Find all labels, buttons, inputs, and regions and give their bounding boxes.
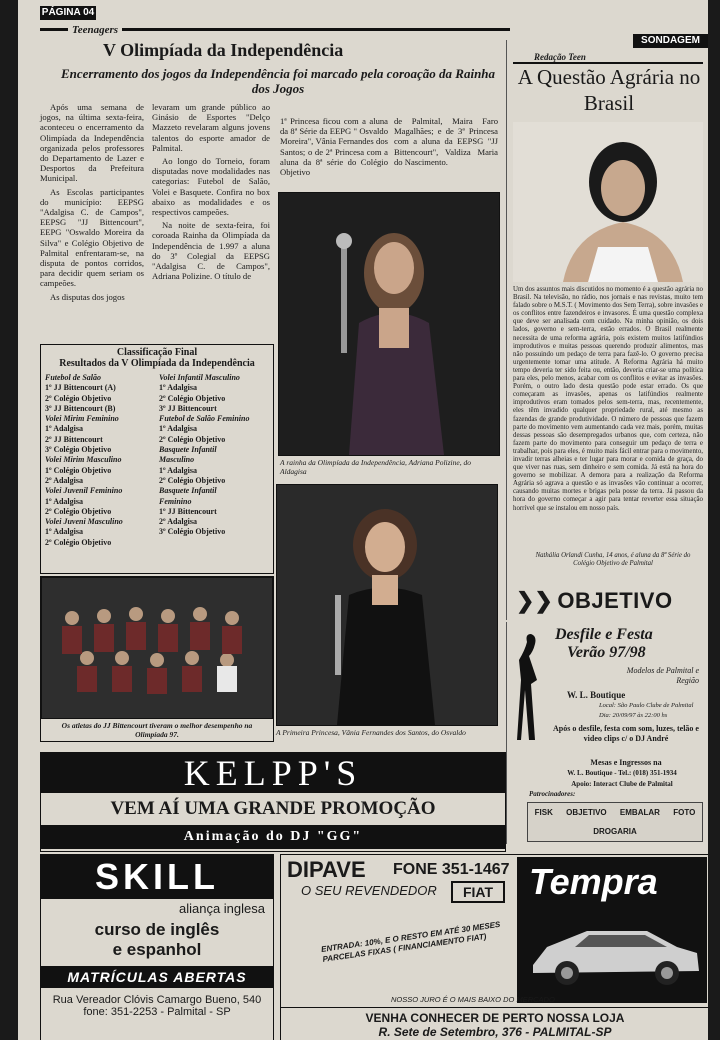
right-entry: Basquete Infantil [159, 486, 217, 496]
article-col-2 [152, 102, 270, 284]
left-entry: 2º Colégio Objetivo [45, 537, 112, 547]
left-entry: 1º Adalgisa [45, 527, 83, 537]
left-entry: 2º Colégio Objetivo [45, 393, 112, 403]
left-entry: 1º JJ Bittencourt (A) [45, 383, 116, 393]
dipave-reseller: O SEU REVENDEDOR [301, 883, 437, 898]
team-photo [41, 577, 273, 719]
col1-p1: Após uma semana de jogos, na última sexta-feira, aconteceu o encerramento da Olimpíada da Independência organizada pelos professores do Departamento de Lazer e Desportos da Prefeitura Municipal. [40, 102, 144, 184]
right-entry: 2º Adalgisa [159, 517, 197, 527]
queen-figure [279, 193, 499, 455]
col4-p1: de Palmital, Maira Faro Magalhães; e de 3ª Princesa com a aluna da EEPSG "JJ Bittencourt", Valdiza Maria do Nascimento. [394, 116, 498, 167]
photo-queen [278, 192, 500, 456]
right-entry: 2º Colégio Objetivo [159, 434, 226, 444]
sponsor-logo: DROGARIA [593, 827, 637, 836]
ad-skill [40, 854, 274, 1040]
right-entry: 1º Adalgisa [159, 383, 197, 393]
left-entry: 2º JJ Bittencourt [45, 434, 103, 444]
article-title: V Olimpíada da Independência [103, 40, 344, 60]
dipave-car-panel [517, 857, 707, 1003]
results-title-1: Classificação Final [116, 347, 198, 358]
desfile-models: Modelos de Palmital e Região [626, 666, 699, 685]
sponsor-logo: FISK [534, 808, 553, 817]
left-entry: 3º JJ Bittencourt (B) [45, 403, 116, 413]
team-figures [42, 578, 272, 718]
article-subtitle: Encerramento dos jogos da Independência foi marcado pela coroação da Rainha dos Jogos [60, 66, 496, 96]
objetivo-logo-text: OBJETIVO [557, 588, 673, 613]
kelpps-name: KELPP'S [41, 753, 505, 793]
sidebar-rule-left [506, 40, 507, 620]
dipave-name: DIPAVE [287, 857, 366, 882]
ad-desfile [506, 622, 703, 844]
model-silhouette-icon [513, 630, 549, 750]
left-entry: Volei Juvenil Feminino [45, 486, 123, 496]
sidebar-kicker: Redação Teen [534, 52, 586, 62]
desfile-tickets-2: W. L. Boutique - Tel.: (018) 351-1934 [567, 769, 677, 777]
desfile-local: Local: São Paulo Clube de Palmital [599, 702, 694, 709]
left-entry: Volei Juveni Masculino [45, 517, 123, 527]
left-entry: Futebol de Salão [45, 373, 102, 382]
dipave-offer: ENTRADA: 10%, E O RESTO EM ATÉ 30 MESES PARCELAS FIXAS ( FINANCIAMENTO FIAT) [320, 919, 501, 964]
desfile-boutique: W. L. Boutique [567, 690, 626, 700]
results-right-list [159, 373, 271, 538]
dipave-visit: VENHA CONHECER DE PERTO NOSSA LOJA [365, 1011, 625, 1025]
sponsor-logo: FOTO [673, 808, 696, 817]
col1-p3: As disputas dos jogos [50, 291, 125, 302]
dipave-brand: FIAT [451, 881, 505, 903]
sidebar-signature: Nathália Orlandi Cunha, 14 anos, é aluna da 8ª Série do Colégio Objetivo de Palmital [535, 552, 691, 567]
newspaper-page [18, 0, 708, 1040]
car-icon [527, 913, 703, 993]
kelpps-promo: VEM AÍ UMA GRANDE PROMOÇÃO [110, 798, 436, 819]
article-col-4 [394, 116, 498, 170]
skill-enroll: MATRÍCULAS ABERTAS [41, 966, 273, 988]
sidebar-author-photo [513, 122, 703, 282]
col2-p3: Na noite de sexta-feira, foi coroada Rainha da Olimpíada da Independência de 1.997 a aluna do 3º Colegial da EEPSG "Adalgisa C. de Campos", Adriana Polizine. O título de [152, 220, 270, 282]
right-entry: 2º Colégio Objetivo [159, 393, 226, 403]
sponsor-logo: OBJETIVO [566, 808, 607, 817]
desfile-title-2: Verão 97/98 [567, 644, 646, 661]
right-entry: 3º JJ Bittencourt [159, 403, 217, 413]
col1-p2: As Escolas participantes do município: EEPSG "Adalgisa C. de Campos", EEPSG "JJ Bittencourt", EEPG "Oswaldo Moreira da Silva" e Colégio Objetivo de Palmital enfrentaram-se, na disputa de pontos corridos, para decidir quem seriam os campeões. [40, 186, 144, 289]
team-photo-frame [40, 576, 274, 742]
dipave-address: R. Sete de Setembro, 376 - PALMITAL-SP [378, 1025, 612, 1039]
desfile-tickets: Mesas e Ingressos na [590, 758, 662, 767]
right-entry: 1º JJ Bittencourt [159, 506, 217, 516]
objetivo-logo [516, 588, 704, 618]
right-entry: Basquete Infantil [159, 445, 217, 455]
dipave-rule [281, 1007, 708, 1008]
desfile-title-1: Desfile e Festa [555, 626, 653, 643]
left-entry: 2º Adalgisa [45, 475, 83, 485]
skill-course-2: e espanhol [112, 940, 202, 959]
article-col-1 [40, 102, 144, 305]
left-entry: 1º Adalgisa [45, 496, 83, 506]
dipave-model: Tempra [529, 861, 658, 902]
desfile-sponsors [527, 802, 703, 842]
col2-p1: levaram um grande público ao Ginásio de Esportes "Delço Mazzeto revelaram alguns jovens talentos do esporte amador de Palmital. [152, 102, 270, 153]
left-entry: 2º Colégio Objetivo [45, 506, 112, 516]
left-entry: Volei Mirim Masculino [45, 455, 122, 465]
photo-princess-caption: A Primeira Princesa, Vânia Fernandes dos Santos, do Osvaldo [276, 728, 466, 737]
desfile-sponsors-label: Patrocinadores: [529, 790, 576, 798]
left-entry: 1º Adalgisa [45, 424, 83, 434]
kelpps-dj: Animação do DJ "GG" [41, 825, 505, 849]
right-entry: Futebol de Salão Feminino [159, 414, 250, 424]
ad-dipave [280, 854, 708, 1040]
dipave-juro: NOSSO JURO É O MAIS BAIXO DO MERCADO [391, 995, 555, 1004]
dipave-phone: FONE 351-1467 [393, 861, 510, 878]
results-left-list [45, 373, 157, 548]
skill-name: SKILL [41, 855, 273, 899]
results-box [40, 344, 274, 574]
skill-phone: fone: 351-2253 - Palmital - SP [83, 1006, 231, 1018]
skill-tag: aliança inglesa [178, 901, 265, 916]
desfile-after: Após o desfile, festa com som, luzes, telão e video clips c/ o DJ André [553, 724, 699, 743]
right-entry: Feminino [159, 496, 192, 506]
left-entry: 1º Colégio Objetivo [45, 465, 112, 475]
princess-figure [277, 485, 497, 725]
results-title-2: Resultados da V Olimpíada da Independência [59, 358, 255, 369]
col2-p2: Ao longo do Torneio, foram disputadas nove modalidades nas categorias: Futebol de Salão, Volei e Basquete. Confira no box abaixo as modalidades e os respectivos campeões. [152, 156, 270, 218]
page-label: PÁGINA 04 [41, 7, 95, 18]
left-entry: Volei Mirim Feminino [45, 414, 119, 424]
sidebar-body: Um dos assuntos mais discutidos no momento é a questão agrária no Brasil. Na televisão, no rádio, nos jornais e nas revistas, muito tem falado sobre o M.S.T. ( Movimento dos Sem Terra), sobre invasões e os conflitos entre fazendeiros e invasores. É uma questão complexa que deve ser analisada com cuidado. Na minha opinião, os dois lados, governo e sem-terra, estão errados. O Brasil realmente necessita de uma reforma agrária, pois existem muitos latifúndios improdutivos e muitas pessoas querendo produzir alimentos, mas não possuindo um pedaço de terra para fazê-lo. O governo precisa urgentemente tomar uma atitude. A Reforma Agrária há muito tempo deveria ter sido feita ou, então, deveria criar-se uma política para eles, pelo menos, acabar com os conflitos e evitar as invasões. Porém, o outro lado desta questão pode estar errado. Os que começaram as invasões, apenas os latifúndios realmente improdutivos eram tomados pelos sem-terra, mas, recentemente, eles têm invadido qualquer propriedade rural, até mesmo as fazendas de grande produtividade. O número de pessoas que fazem parte do movimento vem aumentando cada vez mais, porém, muitas dessas pessoas são desempregados urbanos que, com certeza, não fazem parte do movimento para conseguir um pedaço de terra e trabalhar, pois para eles, é muito mais fácil entrar para o movimento, invadir terras alheias e ter lugar para morar e comida de graça, do que viver nas ruas, sem dinheiro e sem comida. Já está na hora do governo se mobilizar. A demora para a realização da Reforma Agrária só agrava a questão e as invasões vão continuar a ocorrer, causando muitas mortes e brigas pela posse da terra. Já passou da hora do governo começar a agir para tentar reverter essa situação horrível que se instalou em nosso país. [513, 286, 703, 512]
skill-course-1: curso de inglês [94, 920, 220, 939]
left-entry: 3º Colégio Objetivo [45, 445, 112, 455]
author-figure [513, 122, 703, 282]
photo-princess [276, 484, 498, 726]
desfile-date: Dia: 20/09/97 às 22:00 hs [599, 712, 668, 719]
sponsor-logo: EMBALAR [619, 808, 660, 817]
article-col-3 [280, 116, 388, 180]
right-entry: Volei Infantil Masculino [159, 373, 240, 382]
right-entry: 2º Colégio Objetivo [159, 475, 226, 485]
photo-queen-caption: A rainha da Olimpíada da Independência, Adriana Polizine, do Aldagisa [280, 458, 471, 476]
ad-kelpps [40, 752, 506, 852]
objetivo-logo-icon: ❯❯ [516, 588, 553, 613]
section-right: SONDAGEM [633, 34, 708, 48]
skill-address: Rua Vereador Clóvis Camargo Bueno, 540 [52, 994, 262, 1006]
right-entry: Masculino [159, 455, 195, 465]
right-entry: 1º Adalgisa [159, 424, 197, 434]
col3-p1: 1ª Princesa ficou com a aluna da 8ª Série da EEPG " Osvaldo Moreira", Vânia Fernandes dos Santos; o de 2ª Princesa com a aluna da 8ª série do Colégio Objetivo [280, 116, 388, 178]
desfile-support: Apoio: Interact Clube de Palmital [571, 780, 673, 788]
section-left: Teenagers [68, 24, 122, 36]
sidebar-title: A Questão Agrária no Brasil [517, 65, 701, 115]
team-photo-caption: Os atletas do JJ Bittencourt tiveram o melhor desempenho na Olimpíada 97. [61, 721, 253, 739]
right-entry: 3º Colégio Objetivo [159, 527, 226, 537]
right-entry: 1º Adalgisa [159, 465, 197, 475]
